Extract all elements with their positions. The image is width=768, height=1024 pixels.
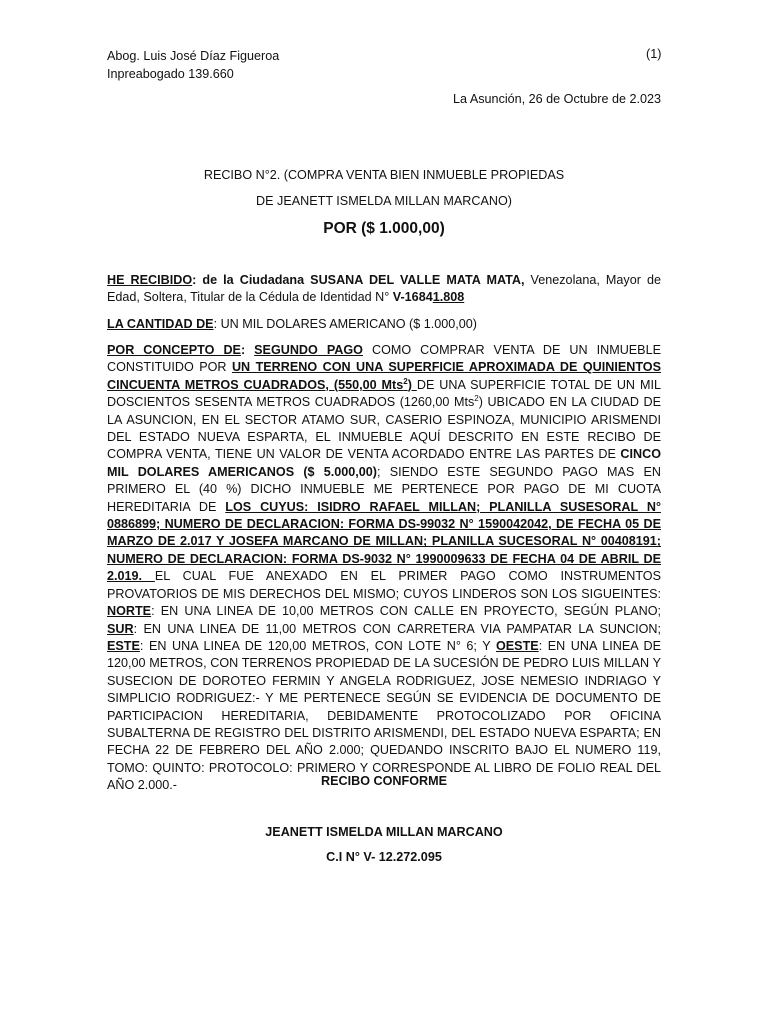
receipt-title-line2: DE JEANETT ISMELDA MILLAN MARCANO) (256, 194, 512, 208)
payer-name: SUSANA DEL VALLE MATA MATA, (310, 273, 525, 287)
concept-label: POR CONCEPTO DE (107, 343, 241, 357)
concept-paragraph: POR CONCEPTO DE: SEGUNDO PAGO COMO COMPRAR VENTA DE UN INMUEBLE CONSTITUIDO POR UN TERRENO CON UNA SUPERFICIE APROXIMADA DE QUINIENTOS CINCUENTA METROS CUADRADOS, (550,00 Mts$^2$) DE UNA SUPERFICIE TOTAL DE UN MIL DOSCIENTOS SESENTA METROS CUADRADOS (1260,00 Mts$^2$) UBICADO EN LA CIUDAD DE LA ASUNCION, EN EL SECTOR ATAMO SUR, CASERIO ESPINOZA, MUNICIPIO ARISMENDI DEL ESTADO NUEVA ESPARTA, EL INMUEBLE AQUÍ DESCRITO EN ESTE RECIBO DE COMPRA VENTA, TIENE UN VALOR DE VENTA ACORDADO ENTRE LAS PARTES DE CINCO MIL DOLARES AMERICANOS ($ 5.000,00); SIENDO ESTE SEGUNDO PAGO MAS EN PRIMERO EL (40 %) DICHO INMUEBLE ME PERTENECE POR PAGO DE MI CUOTA HEREDITARIA DE LOS CUYUS: ISIDRO RAFAEL MILLAN; PLANILLA SUSESORAL N° 0886899; NUMERO DE DECLARACION: FORMA DS-99032 N° 1590042042, DE FECHA 05 DE MARZO DE 2.017 Y JOSEFA MARCANO DE MILLAN; PLANILLA SUCESORAL N° 00408191; NUMERO DE DECLARACION: FORMA DS-9032 N° 1990009633 DE FECHA 04 DE ABRIL DE 2.019. EL CUAL FUE ANEXADO EN EL PRIMER PAGO COMO INSTRUMENTOS PROVATORIOS DE MIS DERECHOS DEL MISMO; CUYOS LINDEROS SON LOS SIGUEINTES: NORTE: EN UNA LINEA DE 10,00 METROS CON CALLE EN PROYECTO, SEGÚN PLANO; SUR: EN UNA LINEA DE 11,00 METROS CON CARRETERA VIA PAMPATAR LA SUNCION; ESTE: EN UNA LINEA DE 120,00 METROS, CON LOTE N° 6; Y OESTE: EN UNA LINEA DE 120,00 METROS, CON TERRENOS PROPIEDAD DE LA SUCESIÓN DE PEDRO LUIS MILLAN Y SUSECION DE DOROTEO FERMIN Y ANGELA RODRIGUEZ, JOSE NEMESIO INDRIAGO Y SIMPLICIO RODRIGUEZ:- Y ME PERTENECE SEGÚN SE EVIDENCIA DE DOCUMENTO DE PARTICIPACION HEREDITARIA, DEBIDAMENTE PROTOCOLIZADO POR OFICINA SUBALTERNA DE REGISTRO DEL DISTRITO ARISMENDI, DEL ESTADO NUEVA ESPARTA; EN FECHA 22 DE FEBRERO DEL AÑO 2.000; QUEDANDO INSCRITO BAJO EL NUMERO 119, TOMO: QUINTO: PROTOCOLO: PRIMERO Y CORRESPONDE AL LIBRO DE FOLIO REAL DEL AÑO 2.000.- (107, 343, 662, 793)
sale-value: CINCO MIL DOLARES AMERICANOS ($ 5.000,00) (107, 447, 661, 479)
receipt-conforme: RECIBO CONFORME (321, 774, 447, 788)
boundary-west: OESTE (495, 638, 539, 653)
received-paragraph: HE RECIBIDO: de la Ciudadana SUSANA DEL VALLE MATA MATA, Venezolana, Mayor de Edad, Soltera, Titular de la Cédula de Identidad N° V-16841.808 (107, 273, 661, 305)
receipt-title-line1: RECIBO N°2. (COMPRA VENTA BIEN INMUEBLE PROPIEDAS (203, 168, 565, 182)
amount-paragraph: LA CANTIDAD DE: UN MIL DOLARES AMERICANO ($ 1.000,00) (107, 317, 477, 331)
signer-name: JEANETT ISMELDA MILLAN MARCANO (265, 825, 503, 839)
date-line: La Asunción, 26 de Octubre de 2.023 (453, 92, 661, 106)
payer-id-part1: V-1684 (392, 290, 433, 305)
boundary-north: NORTE (107, 604, 152, 619)
inpreabogado-number: Inpreabogado 139.660 (107, 67, 234, 81)
heirs-declaration: LOS CUYUS: ISIDRO RAFAEL MILLAN; PLANILLA SUSESORAL N° 0886899; NUMERO DE DECLARACION: FORMA DS-99032 N° 1590042042, DE FECHA 05 DE MARZO DE 2.017 Y JOSEFA MARCANO DE MILLAN; PLANILLA SUCESORAL N° 00408191; NUMERO DE DECLARACION: FORMA DS-9032 N° 1990009633 DE FECHA 04 DE ABRIL DE 2.019. (107, 499, 661, 584)
author-name: Abog. Luis José Díaz Figueroa (107, 49, 280, 63)
signer-id: C.I N° V- 12.272.095 (326, 850, 442, 864)
boundary-south: SUR (107, 621, 134, 636)
payer-id-part2: 1.808 (432, 290, 465, 305)
amount-label: LA CANTIDAD DE (107, 317, 214, 331)
payment-type: SEGUNDO PAGO (254, 343, 363, 357)
boundary-east: ESTE (107, 638, 140, 653)
page-number: (1) (646, 47, 662, 61)
receipt-amount-heading: POR ($ 1.000,00) (323, 220, 445, 237)
received-label: HE RECIBIDO (107, 273, 193, 287)
author-block (107, 47, 279, 83)
land-description: UN TERRENO CON UNA SUPERFICIE APROXIMADA DE QUINIENTOS CINCUENTA METROS CUADRADOS, (550,00 Mts$^2$) (107, 360, 662, 392)
